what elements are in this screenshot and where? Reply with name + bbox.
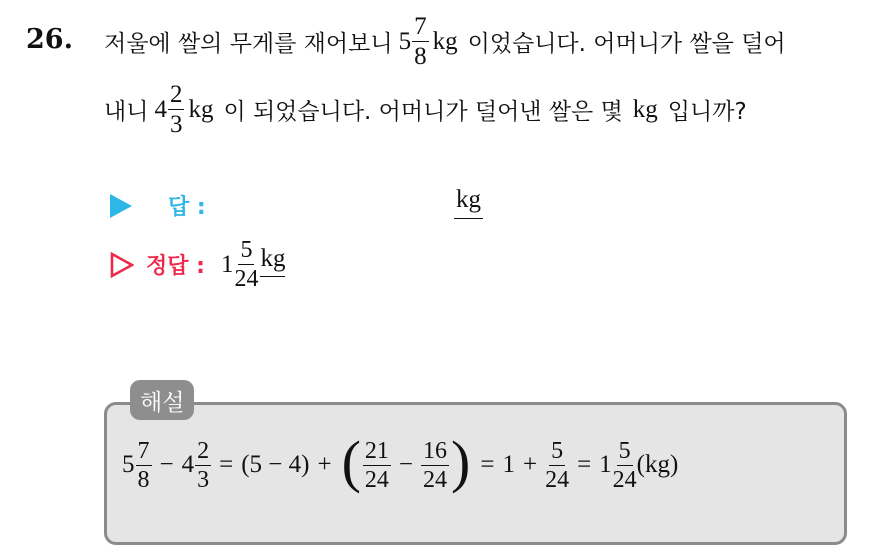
unit: kg xyxy=(260,245,285,277)
numerator: 7 xyxy=(414,13,427,40)
question-line-1 xyxy=(104,14,786,69)
fraction xyxy=(421,439,449,492)
whole-part: 5 xyxy=(122,451,135,478)
correct-answer-row xyxy=(110,238,285,291)
explanation-tag: 해설 xyxy=(130,380,194,420)
mixed-number xyxy=(154,82,184,137)
fraction xyxy=(412,14,429,69)
question-text: 내니 xyxy=(104,99,149,125)
question-line-2 xyxy=(104,82,747,137)
question-text: 입니까? xyxy=(667,99,747,125)
fraction xyxy=(363,439,391,492)
numerator: 16 xyxy=(423,437,448,464)
denominator: 24 xyxy=(234,266,259,292)
minus-sign: − xyxy=(398,451,414,478)
equals-sign: = xyxy=(219,451,234,478)
denominator: 3 xyxy=(169,111,183,138)
answer-row xyxy=(110,190,206,221)
whole-part: 5 xyxy=(398,27,412,55)
left-paren: ( xyxy=(341,429,361,494)
play-triangle-icon xyxy=(110,194,132,218)
equals-sign: = xyxy=(577,451,592,478)
fraction xyxy=(168,82,185,137)
question-number: 26. xyxy=(26,24,73,55)
mixed-number xyxy=(399,14,429,69)
result-unit: (kg) xyxy=(636,451,679,478)
unit: kg xyxy=(188,95,214,123)
numerator: 2 xyxy=(197,437,210,464)
whole-part: 1 xyxy=(220,250,234,278)
answer-blank[interactable]: kg xyxy=(454,186,483,219)
outline-triangle-icon xyxy=(110,252,134,278)
answer-label: 답 : xyxy=(168,195,206,220)
denominator: 24 xyxy=(423,466,448,493)
plus-sign: + xyxy=(317,451,332,478)
numerator: 5 xyxy=(551,437,564,464)
explanation-equation xyxy=(122,429,679,494)
question-text: 이었습니다. 어머니가 쌀을 덜어 xyxy=(467,31,786,57)
fraction xyxy=(545,439,569,492)
denominator: 24 xyxy=(545,466,570,493)
paren-expression: (5 − 4) xyxy=(241,451,310,478)
equals-sign: = xyxy=(480,451,495,478)
whole-part: 4 xyxy=(181,451,195,478)
fraction xyxy=(136,439,152,492)
right-paren: ) xyxy=(451,429,471,494)
denominator: 3 xyxy=(197,466,210,493)
unit: kg xyxy=(632,95,658,123)
denominator: 24 xyxy=(364,466,389,493)
numerator: 2 xyxy=(169,81,183,108)
denominator: 24 xyxy=(612,466,637,493)
plus-sign: + xyxy=(522,451,538,478)
integer: 1 xyxy=(502,451,515,478)
whole-part: 4 xyxy=(154,95,167,123)
correct-answer-label: 정답 : xyxy=(146,254,205,279)
minus-sign: − xyxy=(159,451,174,478)
fraction xyxy=(613,439,637,492)
question-text: 이 되었습니다. 어머니가 덜어낸 쌀은 몇 xyxy=(223,99,623,125)
fraction xyxy=(234,238,258,291)
denominator: 8 xyxy=(414,43,427,70)
numerator: 21 xyxy=(364,437,389,464)
numerator: 5 xyxy=(618,437,631,464)
denominator: 8 xyxy=(137,466,150,493)
question-text: 저울에 쌀의 무게를 재어보니 xyxy=(104,31,393,57)
whole-part: 1 xyxy=(599,451,612,478)
numerator: 7 xyxy=(137,437,150,464)
unit: kg xyxy=(432,27,458,55)
correct-answer-value xyxy=(221,238,286,291)
fraction xyxy=(195,439,211,492)
numerator: 5 xyxy=(240,237,253,263)
